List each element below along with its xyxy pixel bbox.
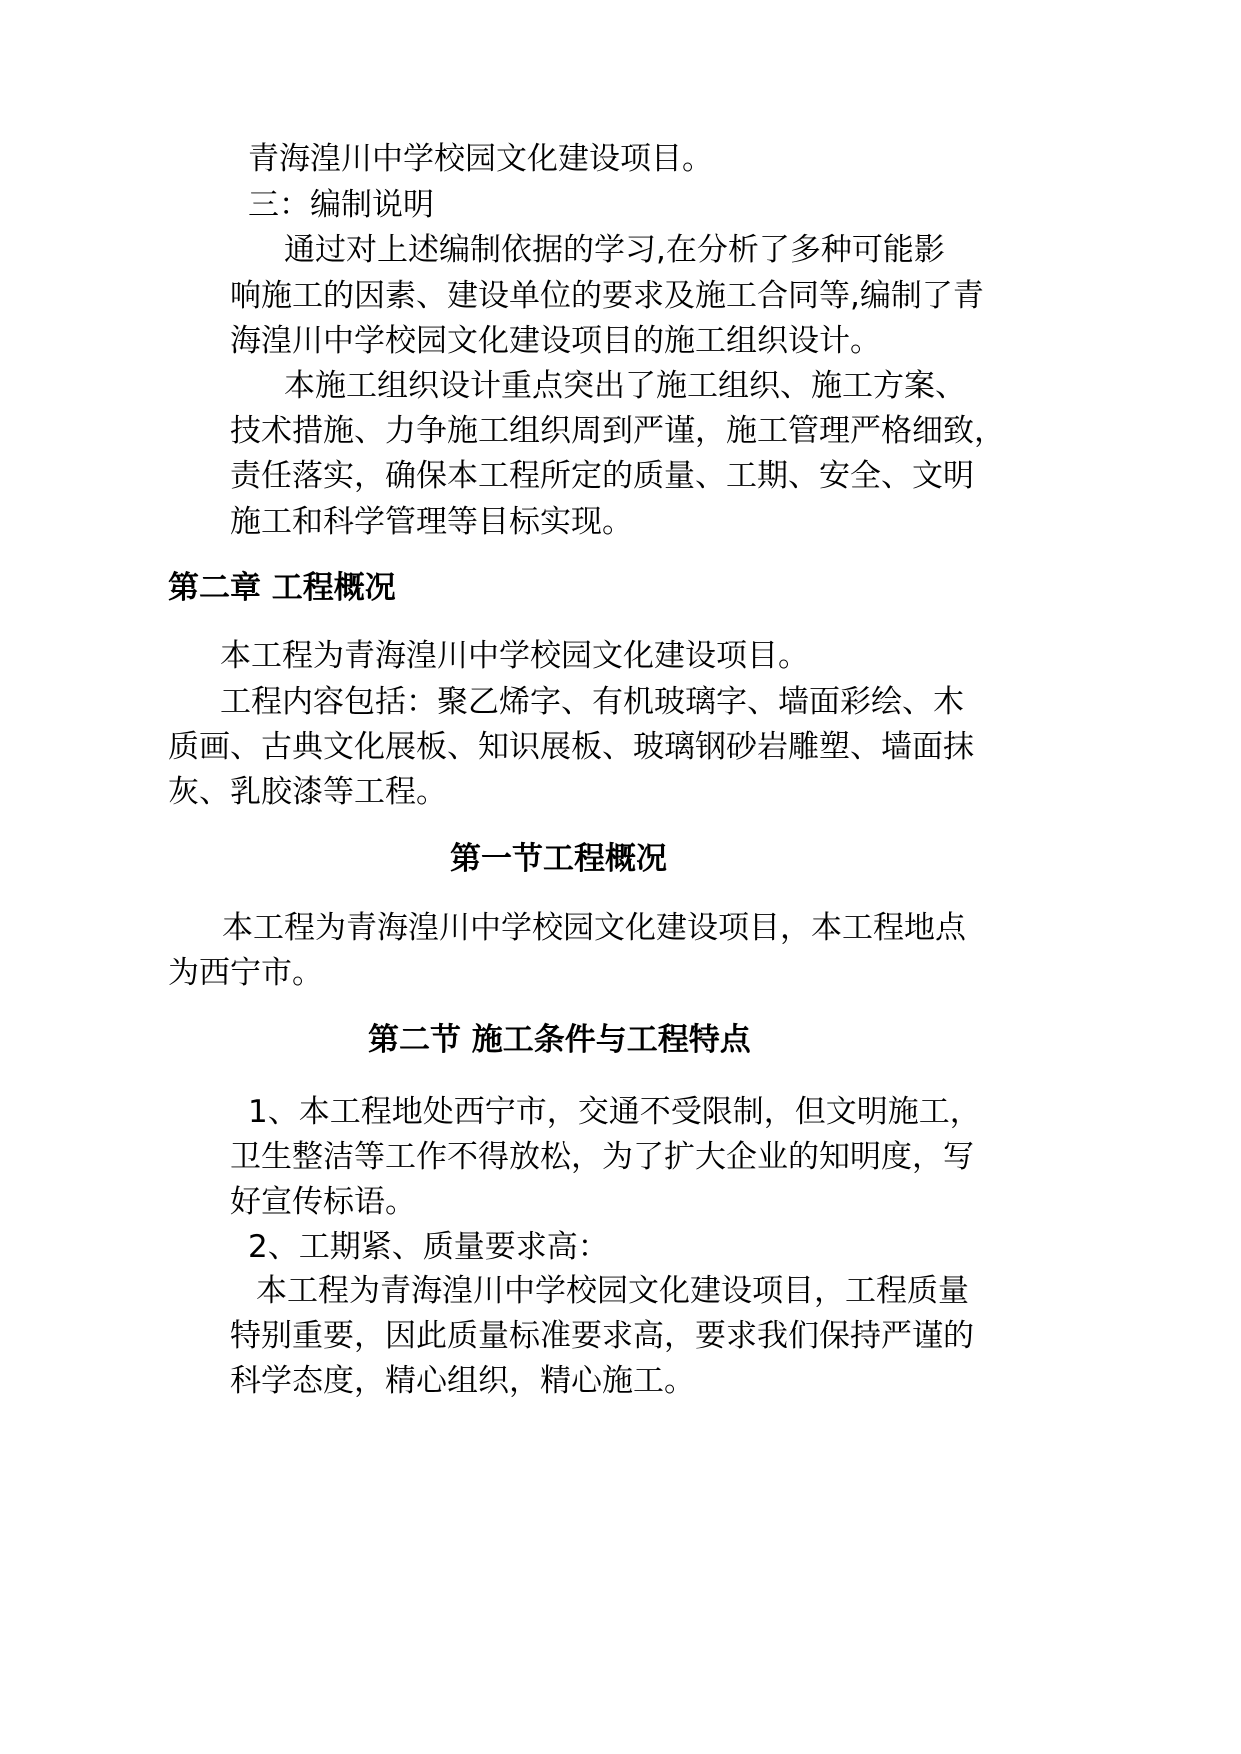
subsection-heading: 三：编制说明 xyxy=(248,187,434,223)
paragraph-line: 本工程为青海湟川中学校园文化建设项目，工程质量 xyxy=(256,1273,969,1309)
paragraph-line: 本施工组织设计重点突出了施工组织、施工方案、 xyxy=(284,368,966,404)
paragraph-line: 特别重要，因此质量标准要求高，要求我们保持严谨的 xyxy=(230,1318,974,1354)
paragraph-line: 灰、乳胶漆等工程。 xyxy=(168,774,447,810)
paragraph-line: 施工和科学管理等目标实现。 xyxy=(230,504,633,540)
chapter-heading: 第二章 工程概况 xyxy=(168,570,396,606)
paragraph-line: 本工程为青海湟川中学校园文化建设项目。 xyxy=(220,638,809,674)
paragraph-line: 工程内容包括：聚乙烯字、有机玻璃字、墙面彩绘、木 xyxy=(220,684,964,720)
paragraph-line: 技术措施、力争施工组织周到严谨，施工管理严格细致， xyxy=(230,413,1005,449)
paragraph-line: 青海湟川中学校园文化建设项目。 xyxy=(248,141,713,177)
list-item-line: 1、本工程地处西宁市，交通不受限制，但文明施工， xyxy=(248,1094,981,1130)
section-heading: 第一节工程概况 xyxy=(450,841,667,877)
paragraph-line: 通过对上述编制依据的学习,在分析了多种可能影 xyxy=(284,232,945,268)
paragraph-line: 责任落实，确保本工程所定的质量、工期、安全、文明 xyxy=(230,458,974,494)
list-item-line: 好宣传标语。 xyxy=(230,1184,416,1220)
paragraph-line: 科学态度，精心组织，精心施工。 xyxy=(230,1363,695,1399)
list-item-title: 2、工期紧、质量要求高： xyxy=(248,1229,609,1265)
paragraph-line: 响施工的因素、建设单位的要求及施工合同等,编制了青 xyxy=(230,278,984,314)
section-heading: 第二节 施工条件与工程特点 xyxy=(368,1022,751,1058)
paragraph-line: 本工程为青海湟川中学校园文化建设项目，本工程地点 xyxy=(222,910,966,946)
paragraph-line: 海湟川中学校园文化建设项目的施工组织设计。 xyxy=(230,323,881,359)
paragraph-line: 为西宁市。 xyxy=(168,955,323,991)
list-item-line: 卫生整洁等工作不得放松，为了扩大企业的知明度，写 xyxy=(230,1139,974,1175)
paragraph-line: 质画、古典文化展板、知识展板、玻璃钢砂岩雕塑、墙面抹 xyxy=(168,729,974,765)
